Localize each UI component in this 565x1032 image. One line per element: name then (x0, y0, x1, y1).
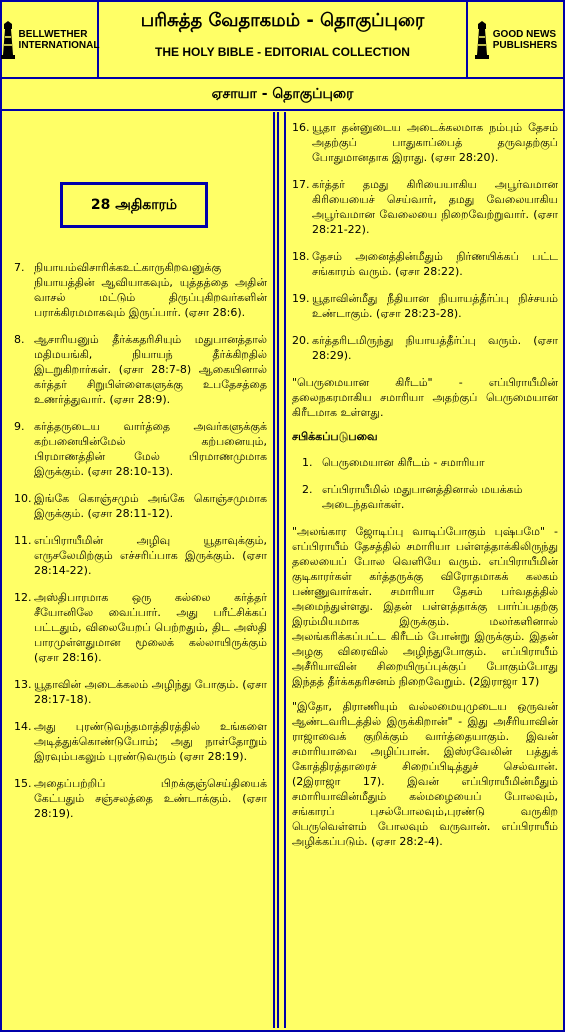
verse-number: 11. (14, 534, 32, 547)
verse-item (292, 333, 558, 363)
verse-number: 1. (302, 456, 313, 469)
chapter-box: 28 அதிகாரம் (60, 182, 208, 228)
verse-number: 2. (302, 483, 313, 496)
good-news-logo (466, 2, 563, 77)
verse-number: 12. (14, 591, 32, 604)
verse-text: கர்த்தருடைய வார்த்தை அவர்களுக்குக் கற்பனையின்மேல் கற்பனையும், பிரமாணத்தின் மேல் பிரமாணமுமாக இருக்கும். (ஏசா 28:10-13). (34, 420, 267, 478)
verse-text: யூதாவின்மீது நீதியான நியாயத்தீர்ப்பு நிச்சயம் உண்டாகும். (ஏசா 28:23-28). (312, 292, 558, 320)
verse-item (14, 332, 267, 407)
verse-item (14, 260, 267, 320)
content-columns (2, 112, 563, 1030)
title-block (99, 2, 466, 77)
verse-number: 16. (292, 121, 310, 134)
paragraph-crown: "பெருமையான கிரீடம்" - எப்பிராயீமின் தலைநகரமாகிய சமாரியா அதற்குப் பெருமையான கிரீடமாக உள்ளது. (292, 376, 558, 419)
cursed-list (292, 455, 558, 512)
verse-text: நியாயம்விசாரிக்கஉட்காருகிறவனுக்கு நியாயத்தின் ஆவியாகவும், யுத்தத்தை அதின் வாசல் மட்டும் திருப்புகிறவர்களின் பராக்கிரமமாகவும் இருப்பார். (ஏசா 28:6). (34, 261, 267, 319)
verse-item (292, 177, 558, 237)
right-logo-line2: PUBLISHERS (492, 39, 558, 51)
verse-number: 18. (292, 250, 310, 263)
verse-item (14, 533, 267, 578)
verse-text: கர்த்தரிடமிருந்து நியாயத்தீர்ப்பு வரும். (ஏசா 28:29). (312, 334, 558, 362)
right-verse-list (292, 120, 558, 363)
verse-item (14, 419, 267, 479)
verse-item (292, 249, 558, 279)
verse-item (292, 120, 558, 165)
verse-text: பெருமையான கிரீடம் - சமாரியா (322, 456, 485, 469)
verse-item (302, 482, 558, 512)
verse-text: யூதாவின் அடைக்கலம் அழிந்து போகும். (ஏசா 28:17-18). (34, 678, 267, 706)
verse-text: அது புரண்டுவந்தமாத்திரத்தில் உங்களை அடித்துக்கொண்டுபோம்; அது நாள்தோறும் இரவும்பகலும் புரண்டுவரும் (ஏசா 28:19). (34, 720, 267, 763)
lighthouse-icon (0, 21, 16, 59)
left-column-inner (2, 112, 275, 1028)
verse-text: கர்த்தர் தமது கிரியையாகிய அபூர்வமான கிரியையைச் செய்வார், தமது வேலையாகிய அபூர்வமான வேலையை நிறைவேற்றுவார். (ஏசா 28:21-22). (312, 178, 558, 236)
verse-text: யூதா தன்னுடைய அடைக்கலமாக நம்பும் தேசம் அதற்குப் பாதுகாப்பைத் தருவதற்குப் போதுமானதாக இராது. (ஏசா 28:20). (312, 121, 558, 164)
left-verse-list (14, 260, 267, 833)
paragraph-flower: "அலங்கார ஜோடிப்பு வாடிப்போகும் புஷ்பமே" - எப்பிராயீம் தேசத்தில் சமாரியா பள்ளத்தாக்கிலிருந்து தலையைப் போல வெளியே வரும். எப்பிராயீமின் குடிகாரர்கள் கர்த்தருக்கு விரோதமாகக் கலகம் பண்ணுவார்கள். சமாரியா தேசம் பர்வதத்தில் அமைந்துள்ளது. இதன் பள்ளத்தாக்கு பார்ப்பதற்கு இரம்மியமாக இருக்கும். மலர்களினால் அலங்கரிக்கப்பட்ட கிரீடம் போன்று இருக்கும். இதன் அழகு விரைவில் அழிந்துபோகும். எப்பிராயீம் அசீரியாவின் சிறையிருப்புக்குப் போகும்போது இந்தத் தீர்க்கதரிசனம் நிறைவேறும். (2இராஜா 17) (292, 525, 558, 688)
verse-text: இங்கே கொஞ்சமும் அங்கே கொஞ்சமுமாக இருக்கும். (ஏசா 28:11-12). (34, 492, 267, 520)
verse-item (14, 677, 267, 707)
right-content (292, 120, 558, 859)
verse-number: 13. (14, 678, 32, 691)
right-column (282, 112, 563, 1028)
right-logo-line1: GOOD NEWS (492, 28, 557, 40)
subtitle: ஏசாயா - தொகுப்புரை (2, 79, 563, 111)
title-english: THE HOLY BIBLE - EDITORIAL COLLECTION (155, 45, 410, 59)
verse-text: தேசம் அனைத்தின்மீதும் நிர்ணயிக்கப் பட்ட சங்காரம் வரும். (ஏசா 28:22). (312, 250, 558, 278)
verse-number: 14. (14, 720, 32, 733)
verse-number: 10. (14, 492, 32, 505)
verse-number: 9. (14, 420, 25, 433)
verse-item (14, 590, 267, 665)
verse-text: எப்பிராயீமில் மதுபானத்தினால் மயக்கம் அடைந்தவர்கள். (322, 483, 523, 511)
verse-text: எப்பிராயீமின் அழிவு யூதாவுக்கும், எருசலேமிற்கும் எச்சரிப்பாக இருக்கும். (ஏசா 28:14-22). (34, 534, 267, 577)
verse-number: 19. (292, 292, 310, 305)
paragraph-mighty-one: "இதோ, திராணியும் வல்லமையுமுடைய ஒருவன் ஆண்டவரிடத்தில் இருக்கிறான்" - இது அசீரியாவின் ராஜாவைக் குறிக்கும் வார்த்தையாகும். இவன் சமாரியாவை அழிப்பான். இஸ்ரவேலின் பத்துக் கோத்திரத்தாரைச் சிறைப்பிடித்துச் செல்வான். (2இராஜா 17). இவன் எப்பிராயீமின்மீதும் சமாரியாவின்மீதும் கல்மழையைப் போலவும், சங்காரப் புசல்போலவும்,புரண்டு வருகிற பெருவெள்ளம் போலவும் வருவான். எப்பிராயீம் அழிக்கப்படும். (ஏசா 28:2-4). (292, 700, 558, 848)
section-heading: சபிக்கப்படுபவை (292, 430, 378, 443)
verse-item (302, 455, 558, 470)
left-logo-line2: INTERNATIONAL (18, 39, 100, 51)
left-logo-line1: BELLWETHER (18, 28, 88, 40)
verse-number: 17. (292, 178, 310, 191)
title-tamil: பரிசுத்த வேதாகமம் - தொகுப்புரை (140, 10, 425, 31)
page-header (2, 2, 563, 79)
right-column-inner (284, 112, 563, 1028)
verse-item (14, 491, 267, 521)
verse-number: 7. (14, 261, 25, 274)
verse-item (14, 776, 267, 821)
verse-number: 8. (14, 333, 25, 346)
verse-number: 20. (292, 334, 310, 347)
verse-text: ஆசாரியனும் தீர்க்கதரிசியும் மதுபானத்தால் மதிமயங்கி, நியாயந் தீர்க்கிறதில் இடறுகிறார்கள். (ஏசா 28:7-8) ஆகையினால் கர்த்தர் சிறுபிள்ளைகளுக்கு உபதேசத்தை உணர்த்துவார். (ஏசா 28:9). (34, 333, 267, 406)
lighthouse-icon (474, 21, 490, 59)
verse-item (292, 291, 558, 321)
left-column (2, 112, 279, 1028)
bellwether-logo (2, 2, 99, 77)
verse-item (14, 719, 267, 764)
verse-text: அஸ்திபாரமாக ஒரு கல்லை கர்த்தர் சீயோனிலே வைப்பார். அது பரீட்சிக்கப் பட்டதும், விலையேறப் பெற்றதும், திட அஸ்தி பாரமுள்ளதுமான மூலைக் கல்லாயிருக்கும் (ஏசா 28:16). (34, 591, 267, 664)
verse-number: 15. (14, 777, 32, 790)
verse-text: அதைப்பற்றிப் பிறக்குஞ்செய்தியைக் கேட்பதும் சஞ்சலத்தை உண்டாக்கும். (ஏசா 28:19). (34, 777, 267, 820)
